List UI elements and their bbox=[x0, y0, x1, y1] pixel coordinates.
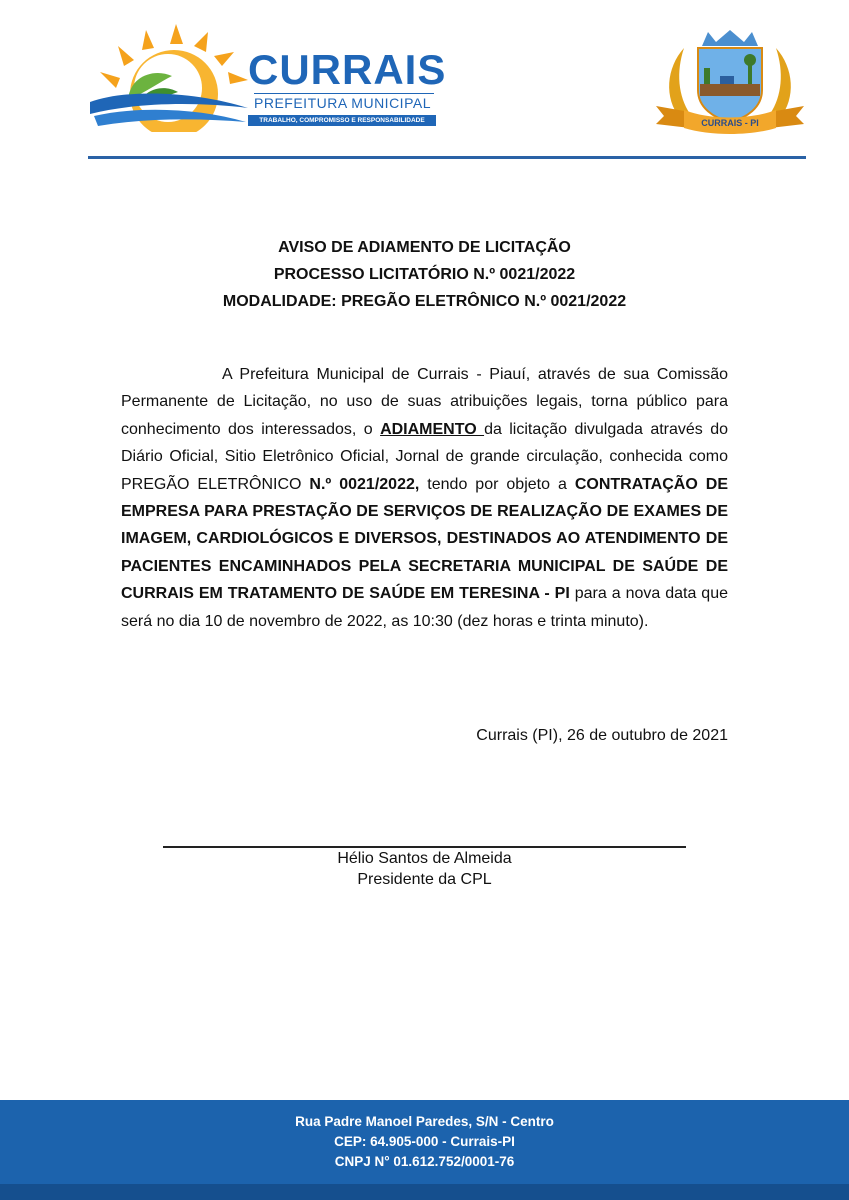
crest-label: CURRAIS - PI bbox=[701, 118, 759, 128]
letterhead bbox=[0, 0, 849, 170]
document-date: Currais (PI), 26 de outubro de 2021 bbox=[476, 727, 728, 744]
municipal-crest-icon bbox=[650, 28, 810, 148]
title-line-1: AVISO DE ADIAMENTO DE LICITAÇÃO bbox=[278, 239, 571, 256]
logo-subtitle: PREFEITURA MUNICIPAL bbox=[254, 95, 431, 111]
footer-cnpj: CNPJ N° 01.612.752/0001-76 bbox=[334, 1154, 515, 1169]
contract-object: CONTRATAÇÃO DE EMPRESA PARA PRESTAÇÃO DE SERVIÇOS DE REALIZAÇÃO DE EXAMES DE IMAGEM, CARDIOLÓGICOS E DIVERSOS, DESTINADOS AO ATENDIMENTO DE PACIENTES ENCAMINHADOS PELA SECRETARIA MUNICIPAL DE SAÚDE DE CURRAIS EM TRATAMENTO DE SAÚDE EM TERESINA - PI bbox=[121, 475, 728, 603]
paragraph-part-4: para a nova data que será no dia 10 de novembro de 2022, as 10:30 (dez horas e trinta minuto). bbox=[121, 585, 728, 630]
paragraph-part-3: tendo por objeto a bbox=[419, 475, 575, 493]
title-line-3: MODALIDADE: PREGÃO ELETRÔNICO N.º 0021/2022 bbox=[222, 293, 627, 310]
title-line-2: PROCESSO LICITATÓRIO N.º 0021/2022 bbox=[273, 266, 576, 283]
header-divider bbox=[88, 156, 806, 159]
footer-bottom-strip bbox=[0, 1184, 849, 1200]
logo-tagline: TRABALHO, COMPROMISSO E RESPONSABILIDADE bbox=[248, 115, 436, 126]
footer-contact bbox=[0, 1112, 849, 1172]
footer-cep: CEP: 64.905-000 - Currais-PI bbox=[334, 1134, 515, 1149]
process-number: N.º 0021/2022, bbox=[309, 475, 420, 493]
signatory-role: Presidente da CPL bbox=[357, 871, 492, 888]
document-title bbox=[0, 234, 849, 315]
paragraph-part-1: A Prefeitura Municipal de Currais - Piauí, através de sua Comissão Permanente de Licitação, no uso de suas atribuições legais, torna público para conhecimento dos interessados, o bbox=[121, 366, 728, 438]
signatory-name: Hélio Santos de Almeida bbox=[337, 850, 512, 867]
logo-divider bbox=[254, 93, 434, 94]
paragraph-part-2: da licitação divulgada através do Diário Oficial, Sitio Eletrônico Oficial, Jornal de grande circulação, conhecida como PREGÃO ELETRÔNICO bbox=[121, 420, 729, 493]
footer-address: Rua Padre Manoel Paredes, S/N - Centro bbox=[295, 1114, 554, 1129]
notice-paragraph bbox=[121, 361, 728, 635]
adiamento-highlight: ADIAMENTO bbox=[380, 420, 485, 438]
logo-title: CURRAIS bbox=[248, 46, 447, 93]
